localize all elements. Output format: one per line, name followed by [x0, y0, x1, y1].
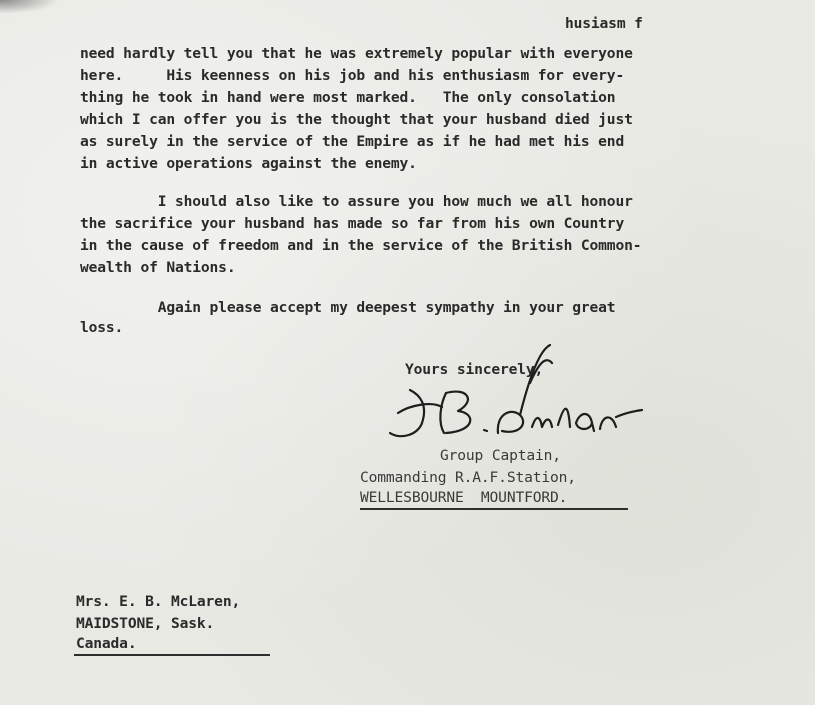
paragraph1-line-4: which I can offer you is the thought that your husband died just — [80, 111, 633, 128]
paragraph2-line-3: in the cause of freedom and in the service of the British Common- — [80, 237, 642, 254]
sender-rank: Group Captain, — [440, 447, 561, 464]
handwritten-signature — [380, 320, 650, 450]
paragraph1-line-6: in active operations against the enemy. — [80, 155, 417, 172]
paragraph1-line-3: thing he took in hand were most marked. The only consolation — [80, 89, 616, 106]
paragraph1-line-2: here. His keenness on his job and his enthusiasm for every- — [80, 67, 625, 84]
paragraph2-line-1: I should also like to assure you how much we all honour — [80, 193, 633, 210]
recipient-town: MAIDSTONE, Sask. — [76, 615, 215, 632]
recipient-name: Mrs. E. B. McLaren, — [76, 593, 241, 610]
signature-text: R.B. Dulan — [380, 320, 477, 339]
paragraph3-line-2: loss. — [80, 319, 124, 336]
paragraph2-line-2: the sacrifice your husband has made so far from his own Country — [80, 215, 625, 232]
scan-corner-shadow — [0, 0, 60, 14]
closing: Yours sincerely, — [405, 361, 544, 378]
paragraph2-line-4: wealth of Nations. — [80, 259, 236, 276]
recipient-country: Canada. — [76, 635, 137, 652]
sender-position: Commanding R.A.F.Station, — [360, 469, 576, 486]
recipient-underline — [74, 654, 270, 656]
header-fragment: husiasm f — [565, 15, 643, 32]
paragraph1-line-5: as surely in the service of the Empire as if he had met his end — [80, 133, 625, 150]
station-underline — [360, 508, 628, 510]
paragraph1-line-1: need hardly tell you that he was extremely popular with everyone — [80, 45, 633, 62]
paragraph3-line-1: Again please accept my deepest sympathy in your great — [80, 299, 616, 316]
sender-station: WELLESBOURNE MOUNTFORD. — [360, 489, 568, 506]
